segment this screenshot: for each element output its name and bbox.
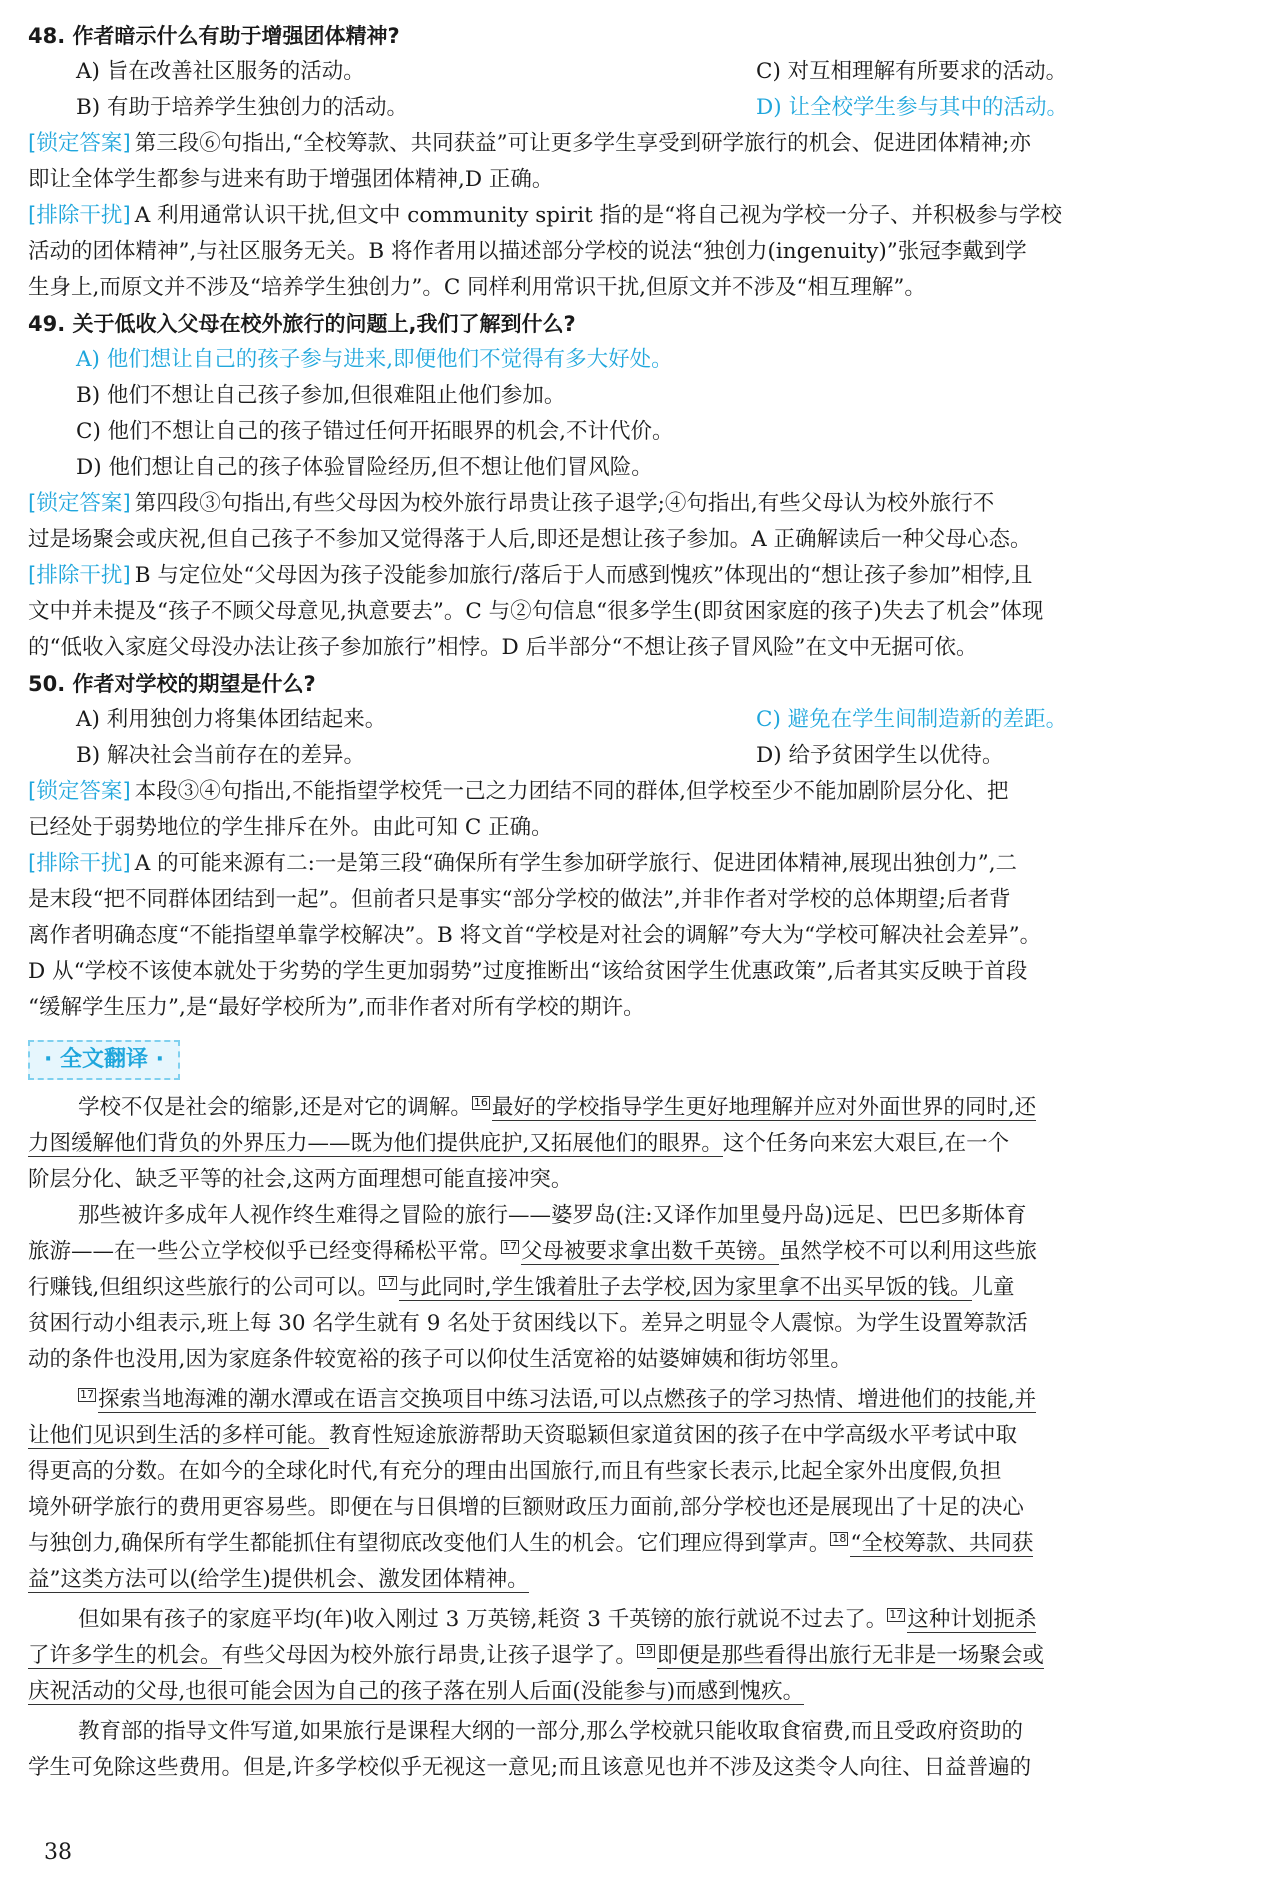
sentence: 与独创力,确保所有学生都能抓住有望彻底改变他们人生的机会。它们理应得到掌声。: [28, 1531, 831, 1556]
underlined-sentence: 益”这类方法可以(给学生)提供机会、激发团体精神。: [28, 1567, 529, 1592]
option-49-b: B) 他们不想让自己孩子参加,但很难阻止他们参加。: [76, 383, 566, 408]
q49-exclude-text-1: B 与定位处“父母因为孩子没能参加旅行/落后于人而感到愧疚”体现出的“想让孩子参加”相悖,且: [134, 563, 1033, 588]
q49-lock-line-1: [28, 486, 1250, 522]
q48-lock-text-1: 第三段⑥句指出,“全校筹款、共同获益”可让更多学生享受到研学旅行的机会、促进团体精神;亦: [134, 131, 1031, 156]
question-48-options-row-2: [28, 90, 1250, 126]
sentence-marker: 17: [380, 1276, 395, 1289]
underlined-sentence: 庆祝活动的父母,也很可能会因为自己的孩子落在别人后面(没能参与)而感到愧疚。: [28, 1679, 805, 1704]
translation-section-header: [28, 1040, 1250, 1080]
translation-line: 动的条件也没用,因为家庭条件较宽裕的孩子可以仰仗生活宽裕的姑婆婶姨和街坊邻里。: [28, 1347, 852, 1372]
q50-lock-line-2: 已经处于弱势地位的学生排斥在外。由此可知 C 正确。: [28, 815, 553, 840]
sentence: 旅游——在一些公立学校似乎已经变得稀松平常。: [28, 1239, 502, 1264]
translation-paragraph-1: [28, 1090, 1250, 1198]
underlined-sentence: 最好的学校指导学生更好地理解并应对外面世界的同时,还: [491, 1095, 1037, 1120]
underlined-sentence: 让他们见识到生活的多样可能。: [28, 1423, 330, 1448]
underlined-sentence: 这种计划扼杀: [907, 1607, 1037, 1632]
q48-exclude-line-3: 生身上,而原文并不涉及“培养学生独创力”。C 同样利用常识干扰,但原文并不涉及“相互理解”。: [28, 275, 926, 300]
question-50-options-row-1: [28, 702, 1250, 738]
sentence: 这个任务向来宏大艰巨,在一个: [722, 1131, 1010, 1156]
option-50-d: D) 给予贫困学生以优待。: [756, 743, 1004, 768]
q49-exclude-line-1: [28, 558, 1250, 594]
sentence-marker: 17: [80, 1388, 94, 1401]
lock-answer-tag: [锁定答案]: [28, 131, 131, 156]
q50-exclude-line-1: [28, 846, 1250, 882]
page-number: 38: [44, 1840, 72, 1865]
sentence-marker: 18: [832, 1532, 847, 1545]
sentence: 学校不仅是社会的缩影,还是对它的调解。: [78, 1095, 472, 1120]
q50-exclude-line-4: D 从“学校不该使本就处于劣势的学生更加弱势”过度推断出“该给贫困学生优惠政策”,后者其实反映于首段: [28, 959, 1028, 984]
translation-paragraph-3: [28, 1382, 1250, 1598]
exclude-tag: [排除干扰]: [28, 851, 131, 876]
translation-paragraph-2: [28, 1198, 1250, 1378]
sentence-marker: 19: [638, 1644, 653, 1657]
question-50-options-row-2: [28, 738, 1250, 774]
translation-line: 学生可免除这些费用。但是,许多学校似乎无视这一意见;而且该意见也并不涉及这类令人向往、日益普遍的: [28, 1755, 1032, 1780]
translation-line: 贫困行动小组表示,班上每 30 名学生就有 9 名处于贫困线以下。差异之明显令人震惊。为学生设置筹款活: [28, 1311, 1028, 1336]
q50-exclude-line-2: 是末段“把不同群体团结到一起”。但前者只是事实“部分学校的做法”,并非作者对学校的总体期望;后者背: [28, 887, 1011, 912]
translation-line: 得更高的分数。在如今的全球化时代,有充分的理由出国旅行,而且有些家长表示,比起全家外出度假,负担: [28, 1459, 1002, 1484]
translation-line: [28, 1602, 1250, 1638]
q49-exclude-line-2: 文中并未提及“孩子不顾父母意见,执意要去”。C 与②句信息“很多学生(即贫困家庭的孩子)失去了机会”体现: [28, 599, 1044, 624]
question-50-title: 50. 作者对学校的期望是什么?: [28, 672, 316, 696]
sentence-marker: 17: [889, 1608, 904, 1621]
page-content: [28, 18, 1250, 1786]
translation-line: 阶层分化、缺乏平等的社会,这两方面理想可能直接冲突。: [28, 1167, 573, 1192]
q48-exclude-text-1: A 利用通常认识干扰,但文中 community spirit 指的是“将自己视为学校一分子、并积极参与学校: [134, 203, 1063, 228]
option-49-d: D) 他们想让自己的孩子体验冒险经历,但不想让他们冒风险。: [76, 455, 653, 480]
q49-lock-text-1: 第四段③句指出,有些父母因为校外旅行昂贵让孩子退学;④句指出,有些父母认为校外旅行不: [134, 491, 995, 516]
underlined-sentence: 父母被要求拿出数千英镑。: [521, 1239, 780, 1264]
q49-exclude-line-3: 的“低收入家庭父母没办法让孩子参加旅行”相悖。D 后半部分“不想让孩子冒风险”在文中无据可依。: [28, 635, 978, 660]
translation-paragraph-5: [28, 1714, 1250, 1786]
translation-line: [28, 1418, 1250, 1454]
option-49-a-correct: A) 他们想让自己的孩子参与进来,即便他们不觉得有多大好处。: [76, 347, 673, 372]
translation-line: [28, 1090, 1250, 1126]
option-49-c: C) 他们不想让自己的孩子错过任何开拓眼界的机会,不计代价。: [76, 419, 674, 444]
translation-line: [28, 1674, 1250, 1710]
translation-line: [28, 1126, 1250, 1162]
option-48-b: B) 有助于培养学生独创力的活动。: [76, 95, 409, 120]
translation-line: [28, 1382, 1250, 1418]
sentence: 儿童: [971, 1275, 1015, 1300]
q50-lock-text-1: 本段③④句指出,不能指望学校凭一己之力团结不同的群体,但学校至少不能加剧阶层分化、把: [134, 779, 1009, 804]
translation-line: [28, 1526, 1250, 1562]
translation-line: [28, 1270, 1250, 1306]
question-48-title: 48. 作者暗示什么有助于增强团体精神?: [28, 24, 400, 48]
q48-lock-line-1: [28, 126, 1250, 162]
option-50-c-correct: C) 避免在学生间制造新的差距。: [756, 707, 1068, 732]
translation-line: [28, 1638, 1250, 1674]
underlined-sentence: 即便是那些看得出旅行无非是一场聚会或: [656, 1643, 1044, 1668]
option-48-d-correct: D) 让全校学生参与其中的活动。: [756, 95, 1068, 120]
translation-heading: · 全文翻译 ·: [28, 1040, 180, 1080]
translation-line: 境外研学旅行的费用更容易些。即便在与日俱增的巨额财政压力面前,部分学校也还是展现出了十足的决心: [28, 1495, 1024, 1520]
question-48-options-row-1: [28, 54, 1250, 90]
option-48-a: A) 旨在改善社区服务的活动。: [76, 59, 365, 84]
sentence: 但如果有孩子的家庭平均(年)收入刚过 3 万英镑,耗资 3 千英镑的旅行就说不过去了。: [78, 1607, 888, 1632]
lock-answer-tag: [锁定答案]: [28, 779, 131, 804]
underlined-sentence: 了许多学生的机会。: [28, 1643, 222, 1668]
underlined-sentence: 探索当地海滩的潮水潭或在语言交换项目中练习法语,可以点燃孩子的学习热情、增进他们的技能,并: [98, 1387, 1037, 1412]
exclude-tag: [排除干扰]: [28, 563, 131, 588]
option-48-c: C) 对互相理解有所要求的活动。: [756, 59, 1068, 84]
question-49-title: 49. 关于低收入父母在校外旅行的问题上,我们了解到什么?: [28, 312, 576, 336]
q49-lock-line-2: 过是场聚会或庆祝,但自己孩子不参加又觉得落于人后,即还是想让孩子参加。A 正确解读后一种父母心态。: [28, 527, 1032, 552]
sentence-marker: 16: [473, 1096, 488, 1109]
translation-line: 那些被许多成年人视作终生难得之冒险的旅行——婆罗岛(注:又译作加里曼丹岛)远足、巴巴多斯体育: [78, 1203, 1027, 1228]
q50-exclude-text-1: A 的可能来源有二:一是第三段“确保所有学生参加研学旅行、促进团体精神,展现出独创力”,二: [134, 851, 1018, 876]
lock-answer-tag: [锁定答案]: [28, 491, 131, 516]
q48-exclude-line-1: [28, 198, 1250, 234]
q48-exclude-line-2: 活动的团体精神”,与社区服务无关。B 将作者用以描述部分学校的说法“独创力(ingenuity)”张冠李戴到学: [28, 239, 1027, 264]
sentence: 虽然学校不可以利用这些旅: [779, 1239, 1038, 1264]
underlined-sentence: 力图缓解他们背负的外界压力——既为他们提供庇护,又拓展他们的眼界。: [28, 1131, 723, 1156]
underlined-sentence: “全校筹款、共同获: [850, 1531, 1034, 1556]
translation-line: [28, 1234, 1250, 1270]
q48-lock-line-2: 即让全体学生都参与进来有助于增强团体精神,D 正确。: [28, 167, 554, 192]
sentence: 行赚钱,但组织这些旅行的公司可以。: [28, 1275, 379, 1300]
translation-paragraph-4: [28, 1602, 1250, 1710]
translation-line: 教育部的指导文件写道,如果旅行是课程大纲的一部分,那么学校就只能收取食宿费,而且受政府资助的: [78, 1719, 1024, 1744]
translation-line: [28, 1562, 1250, 1598]
q50-exclude-line-5: “缓解学生压力”,是“最好学校所为”,而非作者对所有学校的期许。: [28, 995, 645, 1020]
sentence-marker: 17: [503, 1240, 518, 1253]
q50-exclude-line-3: 离作者明确态度“不能指望单靠学校解决”。B 将文首“学校是对社会的调解”夸大为“学校可解决社会差异”。: [28, 923, 1042, 948]
q50-lock-line-1: [28, 774, 1250, 810]
option-50-a: A) 利用独创力将集体团结起来。: [76, 707, 387, 732]
sentence: 有些父母因为校外旅行昂贵,让孩子退学了。: [221, 1643, 637, 1668]
option-50-b: B) 解决社会当前存在的差异。: [76, 743, 366, 768]
sentence: 教育性短途旅游帮助天资聪颖但家道贫困的孩子在中学高级水平考试中取: [329, 1423, 1018, 1448]
exclude-tag: [排除干扰]: [28, 203, 131, 228]
underlined-sentence: 与此同时,学生饿着肚子去学校,因为家里拿不出买早饭的钱。: [398, 1275, 972, 1300]
